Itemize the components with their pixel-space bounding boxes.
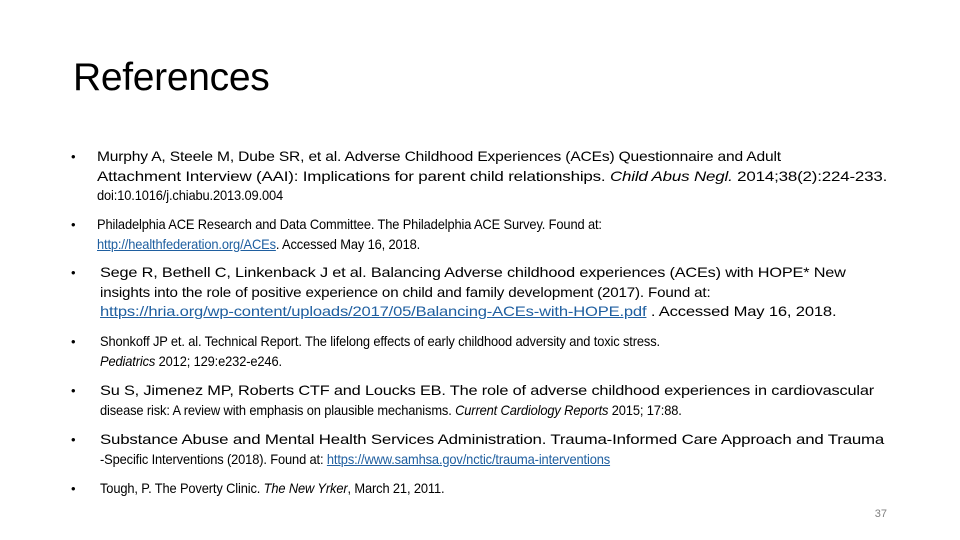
reference-link[interactable]: https://hria.org/wp-content/uploads/2017/05/Balancing-ACEs-with-HOPE.pdf (100, 303, 647, 319)
reference-text: disease risk: A review with emphasis on plausible mechanisms. (100, 401, 456, 418)
reference-text: Su S, Jimenez MP, Roberts CTF and Loucks EB. The role of adverse childhood experiences in cardiovascular (100, 382, 875, 398)
reference-text: -Specific Interventions (2018). Found at: (100, 450, 327, 467)
reference-text: 2012; 129:e232-e246. (155, 352, 282, 369)
reference-line (97, 235, 602, 255)
reference-text: Sege R, Bethell C, Linkenback J et al. Balancing Adverse childhood experiences (ACEs) with HOPE* New (100, 264, 846, 280)
reference-line (100, 479, 444, 499)
reference-text: . Accessed May 16, 2018. (646, 303, 837, 319)
reference-text: 2015; 17:88. (608, 401, 682, 418)
bullet-icon: • (71, 265, 76, 280)
bullet-icon: • (71, 149, 76, 164)
reference-text: Substance Abuse and Mental Health Services Administration. Trauma-Informed Care Approach and Trauma (100, 431, 885, 447)
journal-title: Current Cardiology Reports (455, 401, 609, 418)
reference-line (97, 186, 698, 206)
reference-text: 2014;38(2):224-233. (732, 167, 888, 184)
bullet-icon: • (71, 383, 76, 398)
journal-title: Pediatrics (100, 352, 156, 369)
reference-text: Tough, P. The Poverty Clinic. (100, 480, 264, 496)
reference-line (100, 430, 884, 450)
reference-line (100, 332, 660, 352)
reference-text: Philadelphia ACE Research and Data Committee. The Philadelphia ACE Survey. Found at: (97, 216, 602, 232)
reference-line (100, 381, 874, 401)
reference-line (97, 147, 823, 167)
reference-line (97, 167, 887, 187)
reference-line (100, 302, 860, 322)
reference-text: Shonkoff JP et. al. Technical Report. The lifelong effects of early childhood adversity and toxic stress. (100, 333, 660, 349)
reference-line (97, 215, 602, 235)
reference-line (100, 352, 660, 372)
reference-line (100, 283, 794, 303)
reference-line (100, 401, 711, 421)
page-title: References (73, 56, 270, 99)
reference-text: doi:10.1016/j.chiabu.2013.09.004 (97, 187, 284, 203)
journal-title: The New Yrker (263, 480, 348, 496)
bullet-icon: • (71, 217, 76, 232)
reference-text: . Accessed May 16, 2018. (275, 235, 421, 252)
reference-text: Attachment Interview (AAI): Implications for parent child relationships. (97, 167, 610, 184)
bullet-icon: • (71, 432, 76, 447)
reference-link[interactable]: http://healthfederation.org/ACEs (97, 235, 276, 252)
page-number: 37 (874, 508, 887, 520)
bullet-icon: • (71, 481, 76, 496)
journal-title: Child Abus Negl. (609, 167, 733, 184)
reference-line (100, 263, 846, 283)
reference-text: Murphy A, Steele M, Dube SR, et al. Adverse Childhood Experiences (ACEs) Questionnaire and Adult (97, 148, 781, 164)
bullet-icon: • (71, 334, 76, 349)
reference-line (100, 450, 700, 470)
reference-link[interactable]: https://www.samhsa.gov/nctic/trauma-interventions (326, 450, 611, 467)
reference-text: , March 21, 2011. (347, 480, 445, 496)
reference-text: insights into the role of positive experience on child and family development (2017). Found at: (100, 283, 711, 300)
